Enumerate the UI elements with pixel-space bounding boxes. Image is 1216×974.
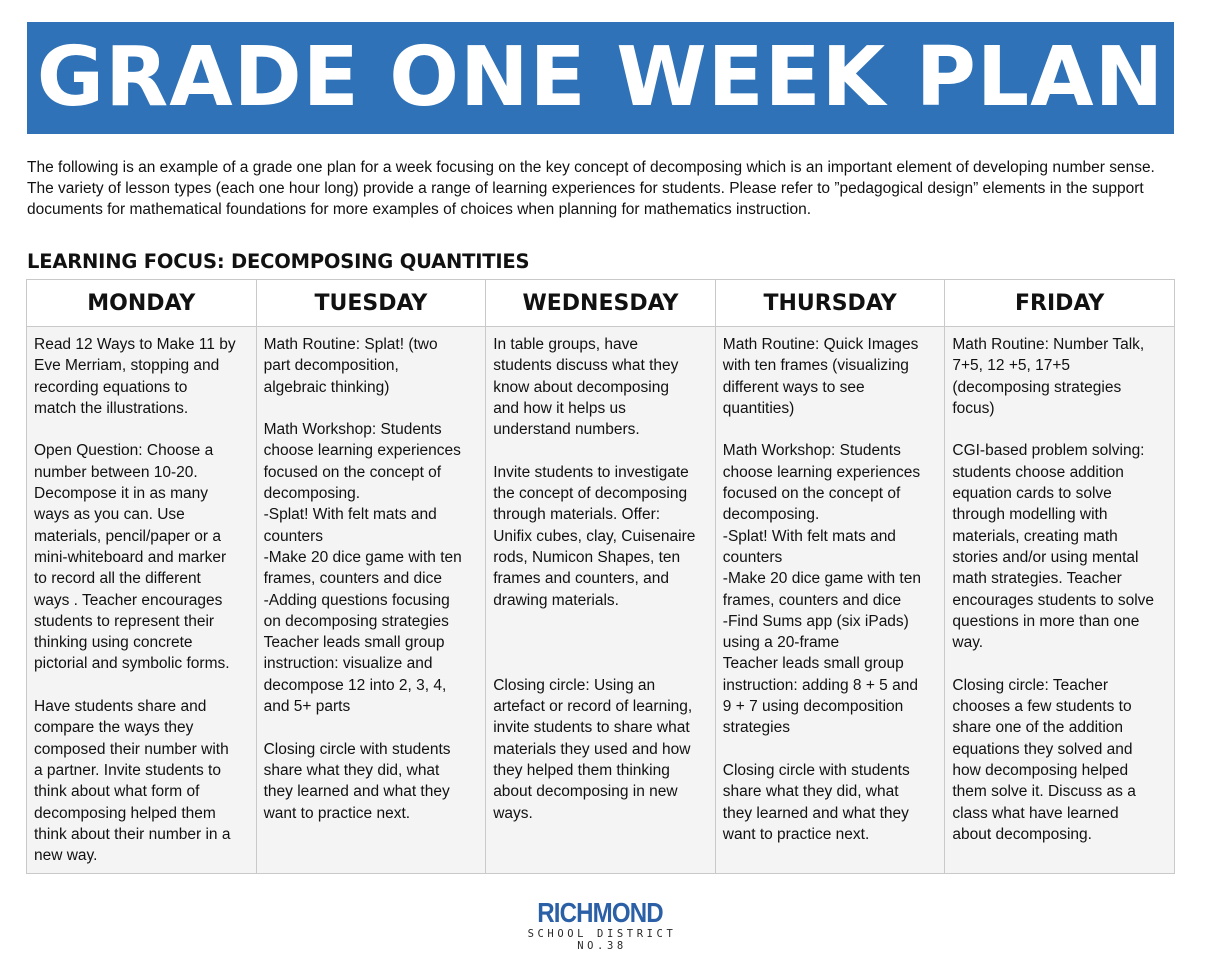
activity-line: compare the ways they [34, 719, 194, 737]
activity-line: rods, Numicon Shapes, ten [493, 548, 681, 566]
activity-line: Teacher leads small group [722, 655, 904, 673]
logo-subtitle: SCHOOL DISTRICT NO.38 [527, 928, 677, 952]
activity-line: equation cards to solve [952, 485, 1112, 503]
activity-line: Invite students to investigate [493, 463, 689, 481]
activity-line: through modelling with [952, 506, 1108, 524]
activity-line: number between 10-20. [34, 463, 198, 481]
activity-line: decomposing. [263, 485, 361, 503]
activity-line: them solve it. Discuss as a [952, 783, 1136, 801]
activity-line: Math Workshop: Students [263, 421, 442, 439]
activity-line: instruction: visualize and [263, 655, 433, 673]
activity-line: they learned and what they [263, 783, 450, 801]
activity-paragraph [264, 334, 480, 398]
activity-paragraph [952, 675, 1168, 845]
activity-line: with ten frames (visualizing [722, 357, 909, 375]
activity-paragraph [34, 440, 250, 674]
activity-line: Closing circle with students [722, 761, 910, 779]
activity-line: using a 20-frame [722, 634, 840, 652]
week-plan-table [26, 279, 1175, 874]
activity-line: understand numbers. [493, 421, 640, 439]
activity-line: -Splat! With felt mats and [722, 527, 896, 545]
activity-line: recording equations to [34, 378, 188, 396]
activity-line: Teacher leads small group [263, 634, 445, 652]
activity-line: part decomposition, [263, 357, 399, 375]
activity-line: instruction: adding 8 + 5 and [722, 676, 918, 694]
day-header-monday: MONDAY [27, 280, 257, 327]
title-banner [27, 22, 1174, 134]
activity-line: encourages students to solve [952, 591, 1155, 609]
activity-paragraph [952, 334, 1168, 419]
activity-paragraph [34, 696, 250, 866]
activity-line: invite students to share what [493, 719, 690, 737]
activity-line: students discuss what they [493, 357, 679, 375]
activity-line: share what they did, what [722, 783, 899, 801]
activity-line: a partner. Invite students to [34, 761, 221, 779]
activity-line: share one of the addition [952, 719, 1124, 737]
activity-paragraph [264, 419, 480, 717]
activity-line: Math Routine: Quick Images [722, 336, 919, 353]
day-header-wednesday: WEDNESDAY [486, 280, 716, 327]
activity-line: counters [263, 527, 324, 545]
activity-paragraph [493, 334, 709, 440]
logo-name: RICHMOND [537, 897, 663, 928]
activity-line: and how it helps us [493, 399, 626, 417]
activity-line: think about their number in a [34, 825, 231, 843]
activity-line: Eve Merriam, stopping and [34, 357, 220, 375]
day-header-friday: FRIDAY [945, 280, 1175, 327]
activity-line: Math Routine: Splat! (two [263, 336, 438, 353]
activity-line: Closing circle with students [263, 740, 451, 758]
activity-paragraph [952, 440, 1168, 653]
activity-line: mini-whiteboard and marker [34, 548, 227, 566]
activity-line: algebraic thinking) [263, 378, 390, 396]
day-content-row [27, 327, 1175, 874]
activity-line: the concept of decomposing [493, 485, 688, 503]
day-cell-monday [27, 327, 257, 874]
activity-line: Have students share and [34, 698, 207, 716]
activity-line: counters [722, 548, 783, 566]
activity-line: ways as you can. Use [34, 506, 185, 524]
activity-line: decomposing helped them [34, 804, 216, 822]
activity-line: thinking using concrete [34, 634, 193, 652]
activity-paragraph [264, 739, 480, 824]
intro-paragraph: The following is an example of a grade one plan for a week focusing on the key concept of decomposing which is an important element of developing number sense. The variety of lesson types (each one hour long) provide a range of learning experiences for students. Please refer to ”pedagogical design” elements in the support documents for mathematical foundations for more examples of choices when planning for mathematics instruction. [27, 159, 1155, 218]
activity-line: students to represent their [34, 612, 215, 630]
activity-line: decomposing. [722, 506, 820, 524]
activity-line: ways . Teacher encourages [34, 591, 223, 609]
activity-line: and 5+ parts [263, 698, 351, 716]
activity-line [493, 632, 709, 653]
activity-line: about decomposing. [952, 825, 1092, 843]
activity-line: pictorial and symbolic forms. [34, 655, 230, 673]
activity-line: stories and/or using mental [952, 548, 1139, 566]
activity-line: equations they solved and [952, 740, 1133, 758]
activity-line: Math Workshop: Students [722, 442, 901, 460]
activity-line: choose learning experiences [263, 442, 461, 460]
day-header-row [27, 280, 1175, 327]
day-cell-wednesday [486, 327, 716, 874]
activity-line: want to practice next. [263, 804, 411, 822]
activity-line [493, 653, 709, 674]
activity-line: -Splat! With felt mats and [263, 506, 437, 524]
activity-line: -Make 20 dice game with ten [263, 548, 462, 566]
activity-line: questions in more than one [952, 612, 1140, 630]
activity-line: Open Question: Choose a [34, 442, 214, 460]
activity-line: Closing circle: Using an [493, 676, 656, 694]
day-header-tuesday: TUESDAY [256, 280, 486, 327]
activity-line: want to practice next. [722, 825, 870, 843]
activity-paragraph [723, 440, 939, 738]
activity-line: composed their number with [34, 740, 229, 758]
activity-line: way. [952, 634, 984, 652]
activity-line: on decomposing strategies [263, 612, 449, 630]
activity-line: Decompose it in as many [34, 485, 209, 503]
activity-line: drawing materials. [493, 591, 619, 609]
activity-line: decompose 12 into 2, 3, 4, [263, 676, 447, 694]
activity-line: share what they did, what [263, 761, 440, 779]
activity-line: Math Routine: Number Talk, [952, 336, 1145, 353]
day-cell-tuesday [256, 327, 486, 874]
activity-line: they learned and what they [722, 804, 909, 822]
activity-line: materials, creating math [952, 527, 1118, 545]
activity-line: through materials. Offer: [493, 506, 661, 524]
activity-line: Unifix cubes, clay, Cuisenaire [493, 527, 696, 545]
activity-line: -Adding questions focusing [263, 591, 450, 609]
activity-line: quantities) [722, 399, 795, 417]
activity-line: strategies [722, 719, 790, 737]
activity-line: CGI-based problem solving: [952, 442, 1145, 460]
activity-paragraph [493, 632, 709, 824]
activity-line: Read 12 Ways to Make 11 by [34, 336, 236, 353]
activity-line: In table groups, have [493, 336, 638, 353]
activity-line: to record all the different [34, 570, 201, 588]
activity-line: materials, pencil/paper or a [34, 527, 221, 545]
day-cell-friday [945, 327, 1175, 874]
activity-paragraph [493, 462, 709, 611]
activity-line: know about decomposing [493, 378, 669, 396]
activity-line: -Make 20 dice game with ten [722, 570, 921, 588]
activity-line: focus) [952, 399, 995, 417]
activity-line: chooses a few students to [952, 698, 1132, 716]
learning-focus-heading: LEARNING FOCUS: DECOMPOSING QUANTITIES [27, 250, 530, 273]
activity-line: ways. [493, 804, 533, 822]
activity-line: frames, counters and dice [722, 591, 902, 609]
activity-line: materials they used and how [493, 740, 691, 758]
activity-line: focused on the concept of [263, 463, 442, 481]
activity-line: -Find Sums app (six iPads) [722, 612, 909, 630]
activity-paragraph [723, 334, 939, 419]
activity-line: frames, counters and dice [263, 570, 442, 588]
activity-line: students choose addition [952, 463, 1124, 481]
activity-line: match the illustrations. [34, 399, 189, 417]
activity-line: how decomposing helped [952, 761, 1129, 779]
day-cell-thursday [715, 327, 945, 874]
activity-line: frames and counters, and [493, 570, 669, 588]
activity-line: artefact or record of learning, [493, 698, 693, 716]
activity-line: 9 + 7 using decomposition [722, 698, 904, 716]
activity-line: math strategies. Teacher [952, 570, 1122, 588]
page-title: GRADE ONE WEEK PLAN [36, 30, 1165, 125]
activity-line: different ways to see [722, 378, 865, 396]
activity-line: Closing circle: Teacher [952, 676, 1109, 694]
activity-line: they helped them thinking [493, 761, 670, 779]
day-header-thursday: THURSDAY [715, 280, 945, 327]
district-logo [500, 898, 700, 952]
activity-paragraph [723, 760, 939, 845]
activity-line: choose learning experiences [722, 463, 921, 481]
activity-line: new way. [34, 847, 98, 865]
activity-line: think about what form of [34, 783, 200, 801]
activity-paragraph [34, 334, 250, 419]
activity-line: (decomposing strategies [952, 378, 1122, 396]
activity-line: 7+5, 12 +5, 17+5 [952, 357, 1071, 375]
activity-line: focused on the concept of [722, 485, 901, 503]
activity-line: about decomposing in new [493, 783, 678, 801]
activity-line: class what have learned [952, 804, 1119, 822]
